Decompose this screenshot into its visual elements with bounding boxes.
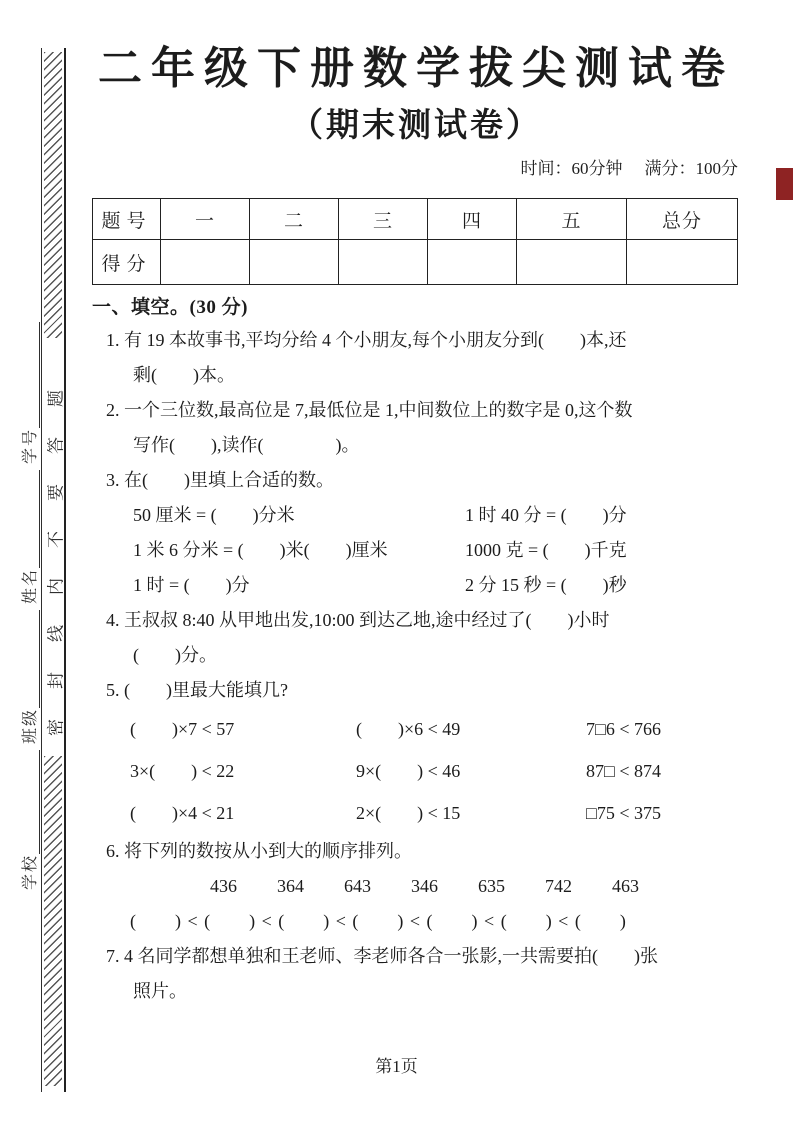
student-number-blank-line	[19, 322, 40, 428]
question-5-row-1	[92, 708, 740, 750]
school-field-label: 学校	[22, 853, 39, 890]
sort-number: 643	[344, 876, 371, 896]
paper-title: 二年级下册数学拔尖测试卷	[98, 44, 734, 93]
inequality-item: ( )×4 < 21	[130, 803, 235, 823]
inequality-item: 3×( ) < 22	[130, 761, 235, 781]
inequality-item: 9×( ) < 46	[356, 761, 461, 781]
inequality-item: 7□6 < 766	[586, 719, 662, 739]
score-cell-empty	[339, 240, 428, 285]
section-3-header: 三	[339, 199, 428, 240]
score-table-score-row	[93, 240, 738, 285]
inequality-item: ( )×6 < 49	[356, 719, 461, 739]
inequality-item: ( )×7 < 57	[130, 719, 235, 739]
school-blank-line	[19, 750, 40, 854]
question-6-answer-line: ( ) < ( ) < ( ) < ( ) < ( ) < ( ) < ( )	[130, 911, 627, 931]
question-5-stem: 5. ( )里最大能填几?	[106, 680, 288, 700]
full-score-label: 满分：100分	[644, 159, 738, 178]
question-7-line-2: 照片。	[133, 981, 187, 1001]
question-2-line-2: 写作( ),读作( )。	[133, 435, 360, 455]
score-table	[92, 198, 738, 285]
question-3-row-1	[92, 498, 740, 533]
conversion-item: 1 时 = ( )分	[133, 575, 250, 595]
question-3-stem: 3. 在( )里填上合适的数。	[106, 470, 334, 490]
class-field-label: 班级	[22, 707, 39, 744]
name-field-label: 姓名	[22, 567, 39, 604]
inequality-item: 2×( ) < 15	[356, 803, 461, 823]
score-cell-empty	[627, 240, 738, 285]
question-number-header: 题号	[93, 199, 161, 240]
question-1-line-2: 剩( )本。	[133, 365, 235, 385]
question-5-row-2	[92, 750, 740, 792]
question-3-row-2	[92, 533, 740, 568]
inequality-item: 87□ < 874	[586, 761, 662, 781]
name-blank-line	[19, 470, 40, 568]
conversion-item: 1000 克 = ( )千克	[465, 540, 627, 560]
section-1-header: 一	[161, 199, 250, 240]
sort-number: 346	[411, 876, 438, 896]
conversion-item: 2 分 15 秒 = ( )秒	[465, 575, 627, 595]
question-5-row-3	[92, 792, 740, 834]
sort-number: 742	[545, 876, 572, 896]
conversion-item: 1 时 40 分 = ( )分	[465, 505, 627, 525]
question-4-line-2: ( )分。	[133, 645, 217, 665]
student-info-fields	[10, 150, 40, 890]
score-table-header-row	[93, 199, 738, 240]
conversion-item: 1 米 6 分米 = ( )米( )厘米	[133, 540, 388, 560]
question-1-line-1: 1. 有 19 本故事书,平均分给 4 个小朋友,每个小朋友分到( )本,还	[106, 330, 627, 350]
score-cell-empty	[517, 240, 627, 285]
section-4-header: 四	[428, 199, 517, 240]
question-4-line-1: 4. 王叔叔 8:40 从甲地出发,10:00 到达乙地,途中经过了( )小时	[106, 610, 610, 630]
time-score-line	[92, 156, 740, 182]
score-row-label: 得分	[93, 240, 161, 285]
question-6-stem: 6. 将下列的数按从小到大的顺序排列。	[106, 841, 412, 861]
inequality-item: □75 < 375	[586, 803, 662, 823]
sort-number: 463	[612, 876, 639, 896]
conversion-item: 50 厘米 = ( )分米	[133, 505, 295, 525]
score-cell-empty	[161, 240, 250, 285]
sort-number: 364	[277, 876, 304, 896]
time-limit-label: 时间：60分钟	[520, 159, 623, 178]
section-2-header: 二	[250, 199, 339, 240]
total-score-header: 总分	[627, 199, 738, 240]
section-5-header: 五	[517, 199, 627, 240]
question-2-line-1: 2. 一个三位数,最高位是 7,最低位是 1,中间数位上的数字是 0,这个数	[106, 400, 633, 420]
sort-number: 436	[210, 876, 237, 896]
sort-number: 635	[478, 876, 505, 896]
student-number-field-label: 学号	[22, 427, 39, 464]
section-1-title: 一、填空。(30 分)	[92, 297, 248, 318]
seal-warning-text: 密封线内不要答题	[46, 360, 66, 736]
paper-subtitle: （期末测试卷）	[290, 108, 542, 144]
score-cell-empty	[428, 240, 517, 285]
seal-hatching-top	[44, 52, 62, 338]
score-cell-empty	[250, 240, 339, 285]
question-7-line-1: 7. 4 名同学都想单独和王老师、李老师各合一张影,一共需要拍( )张	[106, 946, 658, 966]
main-content	[92, 38, 740, 1009]
page-number: 第1页	[375, 1057, 418, 1076]
question-6-numbers	[92, 869, 740, 904]
class-blank-line	[19, 610, 40, 708]
question-3-row-3	[92, 568, 740, 603]
seal-hatching-bottom	[44, 756, 62, 1086]
red-edge-mark	[776, 168, 793, 200]
